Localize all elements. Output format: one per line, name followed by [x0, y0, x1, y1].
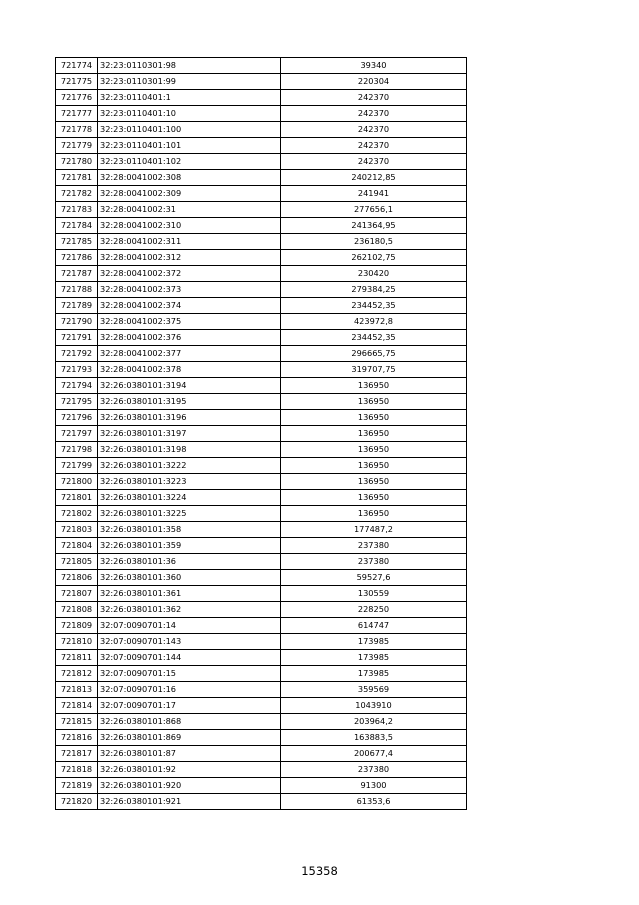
value-cell: 614747	[281, 618, 467, 634]
row-id-cell: 721808	[56, 602, 98, 618]
value-cell: 242370	[281, 90, 467, 106]
row-id-cell: 721779	[56, 138, 98, 154]
table-row	[56, 682, 467, 698]
cadastral-number-cell: 32:23:0110401:100	[98, 122, 281, 138]
value-cell: 242370	[281, 106, 467, 122]
row-id-cell: 721783	[56, 202, 98, 218]
cadastral-number-cell: 32:26:0380101:3194	[98, 378, 281, 394]
cadastral-number-cell: 32:26:0380101:358	[98, 522, 281, 538]
table-row	[56, 442, 467, 458]
row-id-cell: 721789	[56, 298, 98, 314]
cadastral-number-cell: 32:26:0380101:3197	[98, 426, 281, 442]
table-row	[56, 266, 467, 282]
value-cell: 241364,95	[281, 218, 467, 234]
row-id-cell: 721785	[56, 234, 98, 250]
table-row	[56, 330, 467, 346]
value-cell: 136950	[281, 458, 467, 474]
cadastral-value-table	[55, 57, 467, 810]
cadastral-number-cell: 32:28:0041002:376	[98, 330, 281, 346]
value-cell: 277656,1	[281, 202, 467, 218]
table-row	[56, 618, 467, 634]
value-cell: 136950	[281, 442, 467, 458]
cadastral-number-cell: 32:23:0110401:102	[98, 154, 281, 170]
cadastral-number-cell: 32:26:0380101:36	[98, 554, 281, 570]
table-row	[56, 650, 467, 666]
cadastral-number-cell: 32:26:0380101:87	[98, 746, 281, 762]
cadastral-number-cell: 32:28:0041002:377	[98, 346, 281, 362]
row-id-cell: 721813	[56, 682, 98, 698]
value-cell: 237380	[281, 762, 467, 778]
value-cell: 136950	[281, 474, 467, 490]
cadastral-number-cell: 32:26:0380101:362	[98, 602, 281, 618]
cadastral-number-cell: 32:28:0041002:372	[98, 266, 281, 282]
table-row	[56, 138, 467, 154]
table-row	[56, 378, 467, 394]
row-id-cell: 721784	[56, 218, 98, 234]
row-id-cell: 721781	[56, 170, 98, 186]
cadastral-number-cell: 32:23:0110301:98	[98, 58, 281, 74]
table-row	[56, 298, 467, 314]
table-row	[56, 58, 467, 74]
table-row	[56, 426, 467, 442]
row-id-cell: 721774	[56, 58, 98, 74]
table-row	[56, 570, 467, 586]
table-row	[56, 666, 467, 682]
table-row	[56, 74, 467, 90]
value-cell: 279384,25	[281, 282, 467, 298]
value-cell: 237380	[281, 538, 467, 554]
table-row	[56, 794, 467, 810]
cadastral-number-cell: 32:28:0041002:308	[98, 170, 281, 186]
row-id-cell: 721820	[56, 794, 98, 810]
table-row	[56, 186, 467, 202]
row-id-cell: 721804	[56, 538, 98, 554]
value-cell: 236180,5	[281, 234, 467, 250]
cadastral-number-cell: 32:26:0380101:921	[98, 794, 281, 810]
value-cell: 262102,75	[281, 250, 467, 266]
row-id-cell: 721776	[56, 90, 98, 106]
table-row	[56, 282, 467, 298]
table-row	[56, 778, 467, 794]
cadastral-number-cell: 32:26:0380101:3196	[98, 410, 281, 426]
table-row	[56, 586, 467, 602]
page-number: 15358	[301, 864, 338, 878]
row-id-cell: 721817	[56, 746, 98, 762]
value-cell: 242370	[281, 154, 467, 170]
cadastral-number-cell: 32:28:0041002:375	[98, 314, 281, 330]
value-cell: 200677,4	[281, 746, 467, 762]
value-cell: 39340	[281, 58, 467, 74]
cadastral-number-cell: 32:28:0041002:378	[98, 362, 281, 378]
value-cell: 359569	[281, 682, 467, 698]
cadastral-number-cell: 32:26:0380101:359	[98, 538, 281, 554]
cadastral-number-cell: 32:26:0380101:869	[98, 730, 281, 746]
cadastral-number-cell: 32:26:0380101:3224	[98, 490, 281, 506]
row-id-cell: 721778	[56, 122, 98, 138]
cadastral-number-cell: 32:07:0090701:16	[98, 682, 281, 698]
cadastral-number-cell: 32:26:0380101:3223	[98, 474, 281, 490]
row-id-cell: 721818	[56, 762, 98, 778]
cadastral-number-cell: 32:26:0380101:3195	[98, 394, 281, 410]
cadastral-number-cell: 32:07:0090701:143	[98, 634, 281, 650]
cadastral-number-cell: 32:26:0380101:360	[98, 570, 281, 586]
cadastral-number-cell: 32:28:0041002:31	[98, 202, 281, 218]
table-row	[56, 106, 467, 122]
row-id-cell: 721775	[56, 74, 98, 90]
table-row	[56, 154, 467, 170]
value-cell: 242370	[281, 122, 467, 138]
table-row	[56, 234, 467, 250]
row-id-cell: 721786	[56, 250, 98, 266]
row-id-cell: 721794	[56, 378, 98, 394]
value-cell: 203964,2	[281, 714, 467, 730]
row-id-cell: 721792	[56, 346, 98, 362]
value-cell: 91300	[281, 778, 467, 794]
table-row	[56, 362, 467, 378]
row-id-cell: 721801	[56, 490, 98, 506]
value-cell: 234452,35	[281, 330, 467, 346]
table-row	[56, 394, 467, 410]
value-cell: 130559	[281, 586, 467, 602]
row-id-cell: 721805	[56, 554, 98, 570]
value-cell: 296665,75	[281, 346, 467, 362]
value-cell: 1043910	[281, 698, 467, 714]
row-id-cell: 721790	[56, 314, 98, 330]
table-row	[56, 730, 467, 746]
table-row	[56, 746, 467, 762]
cadastral-number-cell: 32:26:0380101:361	[98, 586, 281, 602]
row-id-cell: 721806	[56, 570, 98, 586]
row-id-cell: 721812	[56, 666, 98, 682]
row-id-cell: 721814	[56, 698, 98, 714]
table-row	[56, 90, 467, 106]
value-cell: 242370	[281, 138, 467, 154]
row-id-cell: 721802	[56, 506, 98, 522]
value-cell: 240212,85	[281, 170, 467, 186]
value-cell: 319707,75	[281, 362, 467, 378]
table-row	[56, 202, 467, 218]
cadastral-number-cell: 32:28:0041002:309	[98, 186, 281, 202]
cadastral-number-cell: 32:26:0380101:3198	[98, 442, 281, 458]
table-row	[56, 538, 467, 554]
value-cell: 136950	[281, 506, 467, 522]
table-row	[56, 714, 467, 730]
row-id-cell: 721800	[56, 474, 98, 490]
value-cell: 136950	[281, 426, 467, 442]
table-row	[56, 634, 467, 650]
value-cell: 241941	[281, 186, 467, 202]
row-id-cell: 721809	[56, 618, 98, 634]
table-row	[56, 522, 467, 538]
value-cell: 228250	[281, 602, 467, 618]
row-id-cell: 721787	[56, 266, 98, 282]
row-id-cell: 721815	[56, 714, 98, 730]
row-id-cell: 721788	[56, 282, 98, 298]
table-row	[56, 218, 467, 234]
row-id-cell: 721819	[56, 778, 98, 794]
table-row	[56, 474, 467, 490]
value-cell: 230420	[281, 266, 467, 282]
value-cell: 220304	[281, 74, 467, 90]
value-cell: 173985	[281, 666, 467, 682]
row-id-cell: 721782	[56, 186, 98, 202]
cadastral-number-cell: 32:07:0090701:15	[98, 666, 281, 682]
row-id-cell: 721810	[56, 634, 98, 650]
cadastral-number-cell: 32:28:0041002:374	[98, 298, 281, 314]
row-id-cell: 721797	[56, 426, 98, 442]
cadastral-number-cell: 32:28:0041002:310	[98, 218, 281, 234]
cadastral-number-cell: 32:07:0090701:17	[98, 698, 281, 714]
cadastral-number-cell: 32:07:0090701:144	[98, 650, 281, 666]
cadastral-number-cell: 32:23:0110401:1	[98, 90, 281, 106]
table-row	[56, 554, 467, 570]
cadastral-number-cell: 32:26:0380101:868	[98, 714, 281, 730]
value-cell: 173985	[281, 650, 467, 666]
value-cell: 177487,2	[281, 522, 467, 538]
cadastral-number-cell: 32:26:0380101:92	[98, 762, 281, 778]
value-cell: 237380	[281, 554, 467, 570]
table-row	[56, 346, 467, 362]
cadastral-number-cell: 32:28:0041002:373	[98, 282, 281, 298]
table-body	[56, 58, 467, 810]
row-id-cell: 721795	[56, 394, 98, 410]
row-id-cell: 721811	[56, 650, 98, 666]
cadastral-number-cell: 32:26:0380101:3222	[98, 458, 281, 474]
table-row	[56, 314, 467, 330]
cadastral-number-cell: 32:28:0041002:311	[98, 234, 281, 250]
value-cell: 423972,8	[281, 314, 467, 330]
value-cell: 136950	[281, 394, 467, 410]
value-cell: 163883,5	[281, 730, 467, 746]
row-id-cell: 721793	[56, 362, 98, 378]
table-row	[56, 490, 467, 506]
cadastral-number-cell: 32:26:0380101:920	[98, 778, 281, 794]
table-row	[56, 410, 467, 426]
table-row	[56, 506, 467, 522]
table-row	[56, 170, 467, 186]
value-cell: 136950	[281, 378, 467, 394]
table-row	[56, 602, 467, 618]
cadastral-number-cell: 32:07:0090701:14	[98, 618, 281, 634]
row-id-cell: 721777	[56, 106, 98, 122]
cadastral-number-cell: 32:23:0110401:101	[98, 138, 281, 154]
table-row	[56, 458, 467, 474]
table-row	[56, 762, 467, 778]
value-cell: 234452,35	[281, 298, 467, 314]
value-cell: 173985	[281, 634, 467, 650]
value-cell: 136950	[281, 490, 467, 506]
row-id-cell: 721816	[56, 730, 98, 746]
row-id-cell: 721780	[56, 154, 98, 170]
row-id-cell: 721807	[56, 586, 98, 602]
cadastral-number-cell: 32:28:0041002:312	[98, 250, 281, 266]
table-row	[56, 698, 467, 714]
value-cell: 136950	[281, 410, 467, 426]
value-cell: 61353,6	[281, 794, 467, 810]
value-cell: 59527,6	[281, 570, 467, 586]
table-row	[56, 250, 467, 266]
cadastral-number-cell: 32:26:0380101:3225	[98, 506, 281, 522]
row-id-cell: 721796	[56, 410, 98, 426]
row-id-cell: 721803	[56, 522, 98, 538]
cadastral-number-cell: 32:23:0110401:10	[98, 106, 281, 122]
row-id-cell: 721798	[56, 442, 98, 458]
row-id-cell: 721799	[56, 458, 98, 474]
table-row	[56, 122, 467, 138]
cadastral-number-cell: 32:23:0110301:99	[98, 74, 281, 90]
row-id-cell: 721791	[56, 330, 98, 346]
